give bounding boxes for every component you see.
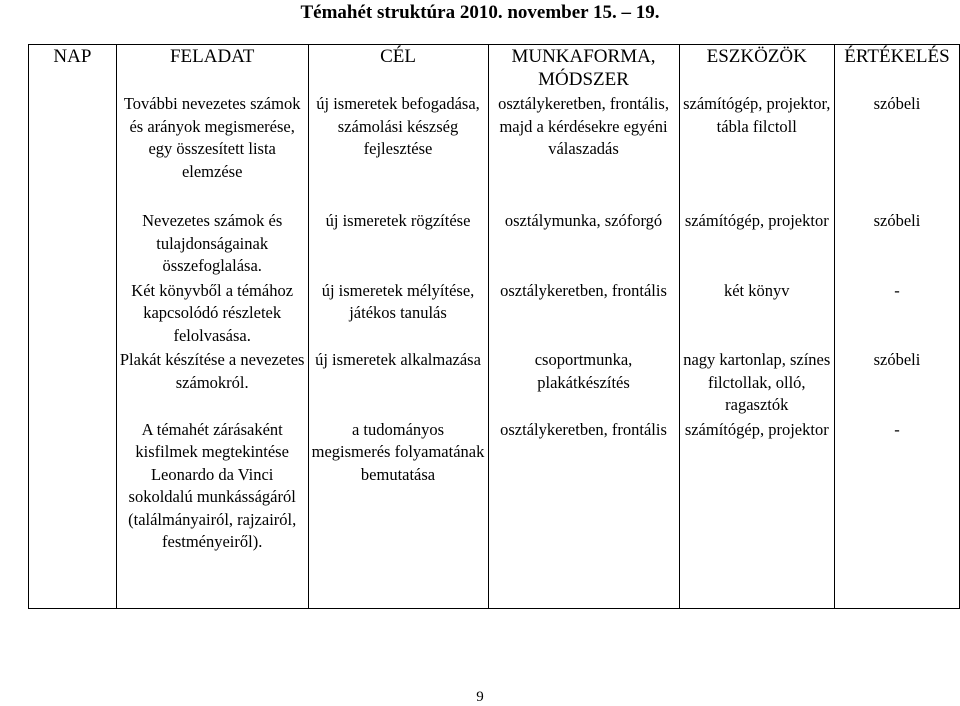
cell-cel: új ismeretek mélyítése, játékos tanulás — [308, 278, 488, 348]
cell-feladat: A témahét zárásaként kisfilmek megtekintése Leonardo da Vinci sokoldalú munkásságáról (találmányairól, rajzairól, festményeiről). — [116, 417, 308, 609]
cell-munkaforma: osztálykeretben, frontális, majd a kérdésekre egyéni válaszadás — [488, 91, 679, 208]
cell-eszkozok: nagy kartonlap, színes filctollak, olló, ragasztók — [679, 347, 834, 417]
cell-ertekeles: - — [834, 417, 959, 609]
table-row — [29, 278, 960, 348]
header-cel: CÉL — [308, 45, 488, 92]
page-title: Témahét struktúra 2010. november 15. – 19. — [300, 2, 660, 23]
cell-ertekeles: szóbeli — [834, 347, 959, 417]
cell-nap — [29, 347, 117, 417]
header-ertekeles: ÉRTÉKELÉS — [834, 45, 959, 92]
header-feladat: FELADAT — [116, 45, 308, 92]
cell-feladat: Plakát készítése a nevezetes számokról. — [116, 347, 308, 417]
cell-feladat: További nevezetes számok és arányok megismerése, egy összesített lista elemzése — [116, 91, 308, 208]
header-munkaforma: MUNKAFORMA, MÓDSZER — [488, 45, 679, 92]
cell-cel: a tudományos megismerés folyamatának bemutatása — [308, 417, 488, 609]
table-row — [29, 347, 960, 417]
cell-nap — [29, 91, 117, 208]
table-row — [29, 417, 960, 609]
cell-eszkozok: számítógép, projektor — [679, 417, 834, 609]
cell-ertekeles: szóbeli — [834, 91, 959, 208]
schedule-table — [28, 44, 960, 609]
table-row — [29, 91, 960, 208]
cell-nap — [29, 278, 117, 348]
table-header-row — [29, 45, 960, 92]
cell-munkaforma: osztálykeretben, frontális — [488, 417, 679, 609]
cell-ertekeles: - — [834, 278, 959, 348]
cell-nap — [29, 208, 117, 278]
cell-munkaforma: osztálymunka, szóforgó — [488, 208, 679, 278]
cell-munkaforma: osztálykeretben, frontális — [488, 278, 679, 348]
page-number: 9 — [476, 689, 484, 705]
cell-nap — [29, 417, 117, 609]
cell-cel: új ismeretek alkalmazása — [308, 347, 488, 417]
cell-eszkozok: számítógép, projektor, tábla filctoll — [679, 91, 834, 208]
cell-feladat: Nevezetes számok és tulajdonságainak összefoglalása. — [116, 208, 308, 278]
table-row — [29, 208, 960, 278]
cell-cel: új ismeretek befogadása, számolási készség fejlesztése — [308, 91, 488, 208]
header-eszkozok: ESZKÖZÖK — [679, 45, 834, 92]
cell-feladat: Két könyvből a témához kapcsolódó részletek felolvasása. — [116, 278, 308, 348]
cell-cel: új ismeretek rögzítése — [308, 208, 488, 278]
cell-eszkozok: számítógép, projektor — [679, 208, 834, 278]
header-nap: NAP — [29, 45, 117, 92]
cell-eszkozok: két könyv — [679, 278, 834, 348]
cell-munkaforma: csoportmunka, plakátkészítés — [488, 347, 679, 417]
cell-ertekeles: szóbeli — [834, 208, 959, 278]
